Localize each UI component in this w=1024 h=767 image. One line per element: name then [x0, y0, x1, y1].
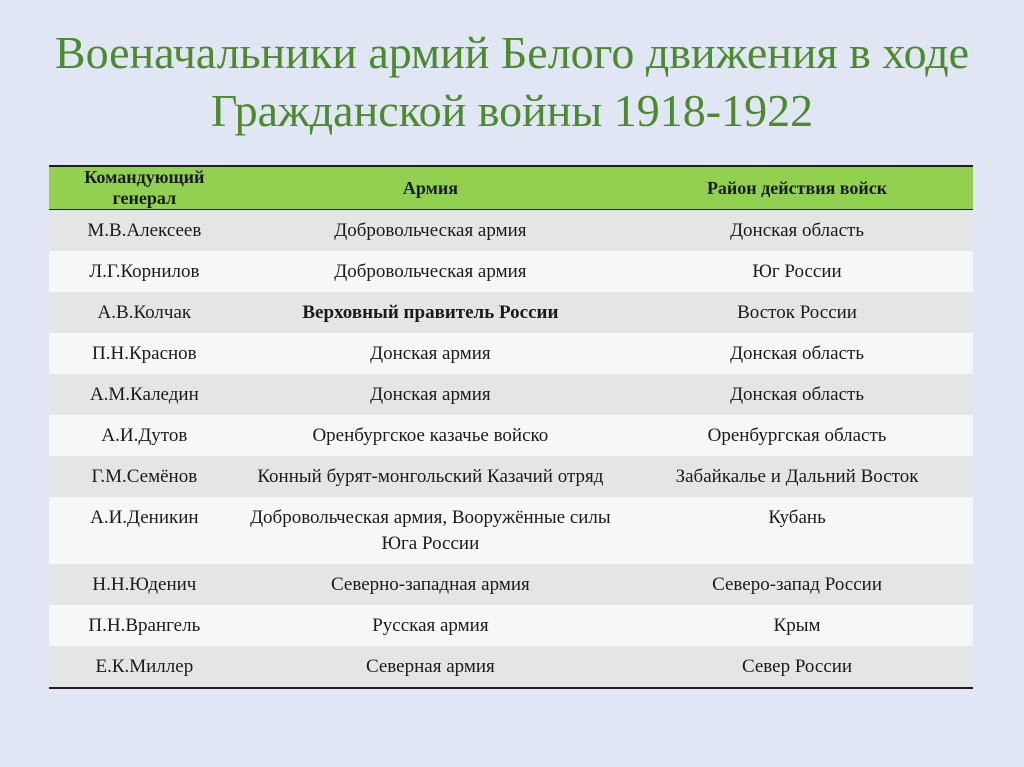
column-header-army: Армия: [240, 166, 621, 210]
table-row: [49, 456, 973, 497]
cell-army: Конный бурят-монгольский Казачий отряд: [240, 456, 621, 497]
table-row: [49, 415, 973, 456]
column-header-general: Командующий генерал: [49, 166, 240, 210]
table-row: [49, 564, 973, 605]
cell-army: Русская армия: [240, 605, 621, 646]
cell-region: Оренбургская область: [621, 415, 973, 456]
cell-army: Добровольческая армия, Вооружённые силы Юга России: [240, 497, 621, 564]
cell-general: А.М.Каледин: [49, 374, 240, 415]
table-row: [49, 251, 973, 292]
cell-general: Г.М.Семёнов: [49, 456, 240, 497]
cell-army: Северно-западная армия: [240, 564, 621, 605]
cell-general: А.И.Деникин: [49, 497, 240, 564]
cell-region: Восток России: [621, 292, 973, 333]
cell-general: А.В.Колчак: [49, 292, 240, 333]
cell-army: Северная армия: [240, 646, 621, 688]
cell-region: Юг России: [621, 251, 973, 292]
cell-region: Донская область: [621, 333, 973, 374]
table-row: [49, 497, 973, 564]
cell-army: Верховный правитель России: [240, 292, 621, 333]
table-row: [49, 605, 973, 646]
commanders-table: [49, 165, 973, 689]
table-row: [49, 646, 973, 688]
cell-region: Донская область: [621, 210, 973, 252]
cell-general: П.Н.Врангель: [49, 605, 240, 646]
cell-region: Крым: [621, 605, 973, 646]
table-row: [49, 292, 973, 333]
cell-army: Добровольческая армия: [240, 210, 621, 252]
table-row: [49, 374, 973, 415]
table-header-row: [49, 166, 973, 210]
cell-general: Н.Н.Юденич: [49, 564, 240, 605]
cell-region: Кубань: [621, 497, 973, 564]
cell-region: Забайкалье и Дальний Восток: [621, 456, 973, 497]
cell-army: Оренбургское казачье войско: [240, 415, 621, 456]
cell-army: Донская армия: [240, 374, 621, 415]
cell-region: Север России: [621, 646, 973, 688]
cell-general: М.В.Алексеев: [49, 210, 240, 252]
cell-army: Донская армия: [240, 333, 621, 374]
cell-region: Северо-запад России: [621, 564, 973, 605]
cell-general: Л.Г.Корнилов: [49, 251, 240, 292]
cell-region: Донская область: [621, 374, 973, 415]
cell-general: Е.К.Миллер: [49, 646, 240, 688]
cell-army: Добровольческая армия: [240, 251, 621, 292]
commanders-table-container: [49, 165, 973, 689]
column-header-region: Район действия войск: [621, 166, 973, 210]
table-row: [49, 333, 973, 374]
cell-general: П.Н.Краснов: [49, 333, 240, 374]
slide-title: Военачальники армий Белого движения в ходе Гражданской войны 1918-1922: [54, 27, 970, 136]
table-row: [49, 210, 973, 252]
cell-general: А.И.Дутов: [49, 415, 240, 456]
